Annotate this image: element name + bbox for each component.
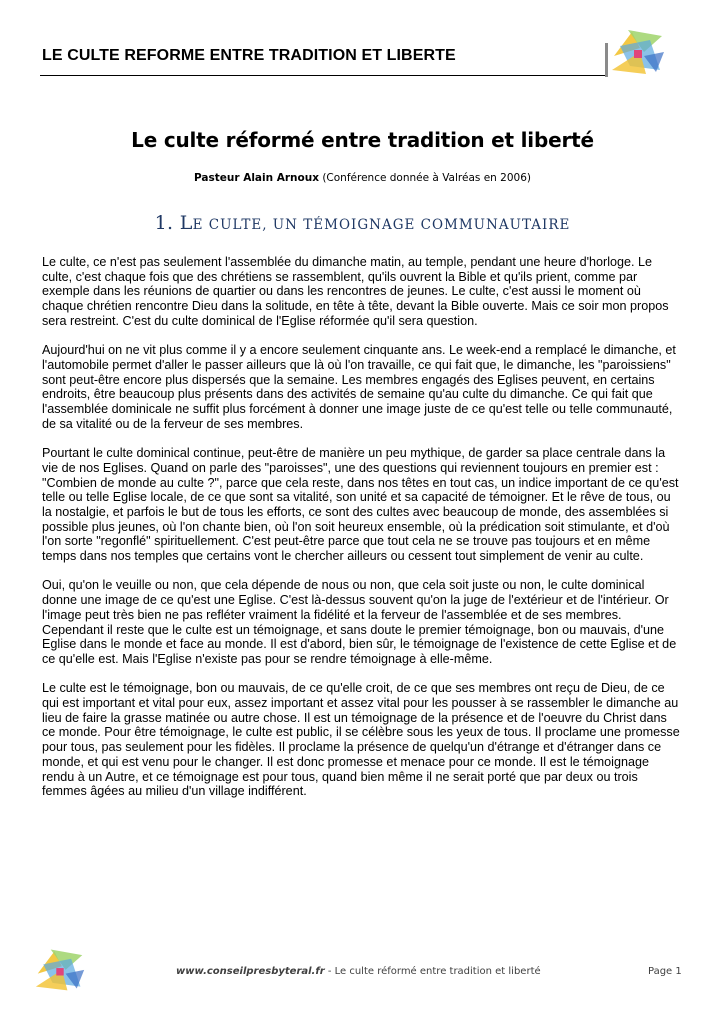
section-initial: L [179, 212, 193, 234]
section-title-rest: E CULTE, UN TÉMOIGNAGE COMMUNAUTAIRE [192, 217, 571, 233]
author-line [0, 172, 725, 184]
conference-note: (Conférence donnée à Valréas en 2006) [322, 172, 531, 184]
footer-site-link[interactable]: www.conseilpresbyteral.fr [176, 966, 325, 977]
page-number: Page 1 [648, 966, 682, 977]
paragraph: Le culte est le témoignage, bon ou mauvais, de ce qu'elle croit, de ce que ses membres ont reçu de Dieu, de ce qui est important et vital pour eux, assez important et assez vital pour les pousser à se rassembler le dimanche au lieu de faire la grasse matinée ou autre chose. Il est un témoignage de la présence et de l'oeuvre du Christ dans ce monde. Pour être témoignage, le culte est public, il se célèbre sous les yeux de tous. Il proclame une promesse pour tous, pas seulement pour les fidèles. Il proclame la présence de quelqu'un d'étrange et d'étranger dans ce monde, et qui est venu pour le changer. Il est donc promesse et menace pour ce monde. Il est le témoignage rendu à un Autre, et ce témoignage est pour tous, quand bien même il ne serait porté que par deux ou trois femmes âgées au milieu d'un village indifférent. [42, 681, 680, 799]
header-divider [40, 75, 607, 76]
logo-icon [610, 26, 666, 76]
body-text [42, 255, 682, 814]
paragraph: Oui, qu'on le veuille ou non, que cela dépende de nous ou non, que cela soit juste ou non, le culte dominical donne une image de ce qu'est une Eglise. C'est là-dessus souvent qu'on la juge de l'extérieur et de l'intérieur. Or l'image peut très bien ne pas refléter vraiment la fidélité et la ferveur de l'assemblée et de ses membres. Cependant il reste que le culte est un témoignage, et sans doute le premier témoignage, bon ou mauvais, d'une Eglise dans le monde et face au monde. Il est d'abord, bien sûr, le témoignage de l'existence de cette Eglise et de ce qu'elle est. Mais l'Eglise n'existe pas pour se rendre témoignage à elle-même. [42, 578, 677, 666]
paragraph: Le culte, ce n'est pas seulement l'assemblée du dimanche matin, au temple, pendant une heure d'horloge. Le culte, c'est chaque fois que des chrétiens se rassemblent, qu'ils ouvrent la Bible et qu'ils prient, comme par exemple dans les réunions de quartier ou dans les rencontres de jeunes. Le culte, c'est aussi le moment où chaque chrétien rencontre Dieu dans la solitude, en tête à tête, devant la Bible ouverte. Mais ce soir mon propos sera restreint. C'est du culte dominical de l'Eglise réformée qu'il sera question. [42, 255, 669, 328]
document-title: Le culte réformé entre tradition et liberté [131, 128, 594, 152]
footer-logo-icon [34, 944, 86, 994]
author-name: Pasteur Alain Arnoux [194, 172, 319, 184]
section-heading [0, 212, 725, 234]
paragraph: Aujourd'hui on ne vit plus comme il y a encore seulement cinquante ans. Le week-end a remplacé le dimanche, et l'automobile permet d'aller le passer ailleurs que là où l'on travaille, ce qui fait que, le dimanche, les "paroissiens" sont peut-être encore plus dispersés que la semaine. Les membres engagés des Eglises peuvent, en certains endroits, être beaucoup plus présents dans des activités de semaine qu'au culte du dimanche. Ce qui fait que l'assemblée dominicale ne suffit plus forcément à donner une image juste de ce qu'est telle ou telle communauté, de sa vitalité ou de la ferveur de ses membres. [42, 343, 676, 431]
header-title: LE CULTE REFORME ENTRE TRADITION ET LIBERTE [42, 47, 456, 64]
footer [176, 966, 541, 977]
footer-doc-title: - Le culte réformé entre tradition et liberté [324, 966, 541, 977]
header-vertical-divider [605, 43, 608, 77]
paragraph: Pourtant le culte dominical continue, peut-être de manière un peu mythique, de garder sa place centrale dans la vie de nos Eglises. Quand on parle des "paroisses", une des questions qui reviennent toujours en premier est : "Combien de monde au culte ?", parce que cela reste, dans nos têtes en tout cas, un indice important de ce qu'est telle ou telle Eglise locale, de ce que sont sa vitalité, son unité et sa capacité de témoigner. Et le rêve de tous, ou la nostalgie, et parfois le but de tous les efforts, ce sont des cultes avec beaucoup de monde, des assemblées si possible plus jeunes, où l'on chante bien, où l'on soit heureux ensemble, où la prédication soit stimulante, et d'où l'on sorte "regonflé" spirituellement. C'est peut-être parce que tout cela ne se trouve pas toujours et en même temps dans nos temples que certains vont le chercher ailleurs ou cessent tout simplement de venir au culte. [42, 446, 679, 564]
section-number: 1. [154, 212, 180, 234]
